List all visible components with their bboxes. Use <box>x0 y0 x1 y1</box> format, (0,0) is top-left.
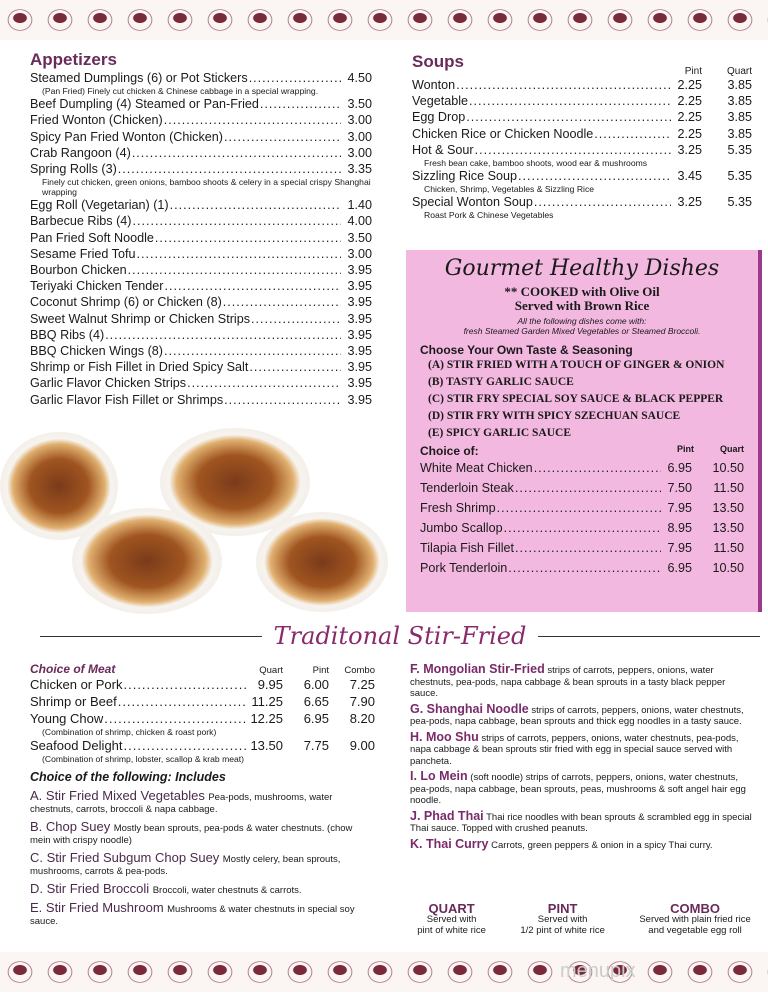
stir-fried-choice <box>410 729 755 768</box>
item-name: Steamed Dumplings (6) or Pot Stickers <box>30 71 248 85</box>
price-pint: 2.25 <box>677 110 702 125</box>
note-line-1: All the following dishes come with: <box>517 316 647 326</box>
price-quart: 10.50 <box>712 561 744 575</box>
meat-list <box>30 676 375 764</box>
dot-leader <box>118 161 341 177</box>
item-description: (Pan Fried) Finely cut chicken & Chinese cabbage in a special wrapping. <box>42 86 319 97</box>
food-photo-dumplings <box>72 508 222 614</box>
items-row <box>412 194 752 210</box>
note-line-2: fresh Steamed Garden Mixed Vegetables or Steamed Broccoli. <box>463 326 701 336</box>
item-description: Fresh bean cake, bamboo shoots, wood ear & mushrooms <box>424 158 648 169</box>
price-price: 3.00 <box>347 145 372 160</box>
combo-col: Combo <box>344 665 375 676</box>
taste-option: (D) STIR FRY WITH SPICY SZECHUAN SAUCE <box>428 410 681 422</box>
legend-pint <box>520 903 605 936</box>
items-row <box>30 343 372 359</box>
price-quart: 11.25 <box>251 694 283 709</box>
items-row <box>30 230 372 246</box>
item-name: Vegetable <box>412 94 469 109</box>
stir-fried-choice <box>410 701 755 728</box>
items-row <box>30 112 372 128</box>
taste-option: (B) TASTY GARLIC SAUCE <box>428 376 574 388</box>
items-row <box>420 558 744 578</box>
legend-line: pint of white rice <box>417 925 486 936</box>
items-row <box>30 294 372 310</box>
price-price: 3.00 <box>347 246 372 261</box>
price-price: 3.95 <box>347 263 372 278</box>
price-price: 3.00 <box>347 129 372 144</box>
traditional-stir-fried-banner <box>40 622 760 650</box>
item-name: Beef Dumpling (4) Steamed or Pan-Fried <box>30 97 259 112</box>
dot-leader <box>260 96 341 112</box>
stir-fried-choice <box>30 790 375 815</box>
price-quart: 5.35 <box>727 142 752 157</box>
price-price: 3.50 <box>347 230 372 245</box>
items-row <box>30 311 372 327</box>
legend-line: 1/2 pint of white rice <box>520 925 605 936</box>
choice-name: H. Moo Shu <box>410 729 479 744</box>
item-name: Tilapia Fish Fillet <box>420 541 515 555</box>
item-name: Young Chow <box>30 711 104 726</box>
meats-row <box>30 737 375 754</box>
item-name: Jumbo Scallop <box>420 521 503 535</box>
price-quart: 13.50 <box>712 521 744 535</box>
dot-leader <box>594 126 671 142</box>
item-name: Pan Fried Soft Noodle <box>30 230 154 245</box>
legend-line: and vegetable egg roll <box>648 925 742 936</box>
banner-rule-left <box>40 636 262 637</box>
price-quart: 10.50 <box>712 461 744 475</box>
item-name: Tenderloin Steak <box>420 481 514 495</box>
price-price: 3.95 <box>347 344 372 359</box>
price-quart: 11.50 <box>713 541 744 555</box>
appetizers-list <box>30 70 372 408</box>
stir-fried-choice <box>410 836 755 852</box>
dot-leader <box>497 498 661 518</box>
choice-description: (soft noodle) strips of carrots, peppers, onions, water chestnuts, pea-pods, napa cabbage, bean sprouts, peas, mushrooms & soft angel hair egg noodle. <box>410 772 746 806</box>
items-row <box>30 197 372 213</box>
item-name: Fried Wonton (Chicken) <box>30 113 163 128</box>
price-pint: 6.00 <box>303 677 329 692</box>
items-row <box>30 359 372 375</box>
taste-option: (C) STIR FRY SPECIAL SOY SAUCE & BLACK PEPPER <box>428 393 724 405</box>
item-name: Fresh Shrimp <box>420 501 496 515</box>
items-row <box>30 129 372 145</box>
soups-title: Soups <box>412 52 464 71</box>
dot-leader <box>508 558 661 578</box>
legend-title: PINT <box>547 901 578 916</box>
price-price: 3.95 <box>347 392 372 407</box>
choice-description: strips of carrots, peppers, onions, water chestnuts, pea-pods, napa cabbage & bean sprouts stir fried with egg in special sauce served with pancheta. <box>410 732 739 767</box>
items-row <box>412 168 752 184</box>
choice-name: D. Stir Fried Broccoli <box>30 881 150 896</box>
price-price: 4.00 <box>347 214 372 229</box>
meats-row <box>30 676 375 693</box>
legend-line: Served with plain fried rice <box>639 914 751 925</box>
appetizers-section <box>30 50 372 408</box>
item-name: Special Wonton Soup <box>412 195 533 210</box>
item-name: Sesame Fried Tofu <box>30 246 136 261</box>
item-name: White Meat Chicken <box>420 461 533 475</box>
item-name: BBQ Ribs (4) <box>30 327 105 342</box>
item-description: Roast Pork & Chinese Vegetables <box>424 210 554 221</box>
items-row <box>30 161 372 177</box>
legend-title: QUART <box>428 901 475 916</box>
choice-description: strips of carrots, peppers, onions, water chestnuts, pea-pods, napa cabbage & bean sprouts in a tasty black pepper sauce. <box>410 665 726 699</box>
dot-leader <box>132 145 341 161</box>
dot-leader <box>128 262 341 278</box>
item-name: Egg Roll (Vegetarian) (1) <box>30 198 169 213</box>
price-pint: 7.50 <box>667 481 692 495</box>
banner-rule-right <box>538 636 760 637</box>
dot-leader <box>164 278 341 294</box>
item-description: (Combination of shrimp, chicken & roast pork) <box>42 727 217 737</box>
legend-line: Served with <box>426 914 477 925</box>
pint-header: Pint <box>684 66 702 77</box>
item-name: Shrimp or Beef <box>30 694 117 709</box>
item-name: Pork Tenderloin <box>420 561 508 575</box>
dot-leader <box>504 518 661 538</box>
choice-name: A. Stir Fried Mixed Vegetables <box>30 788 205 803</box>
dot-leader <box>104 710 246 727</box>
items-row <box>412 142 752 158</box>
watermark: menupix <box>560 960 636 982</box>
choice-description: Thai rice noodles with bean sprouts & scrambled egg in special Thai sauce. Topped with crushed peanuts. <box>410 811 752 834</box>
dot-leader <box>155 230 341 246</box>
item-name: Coconut Shrimp (6) or Chicken (8) <box>30 295 222 310</box>
price-quart: 5.35 <box>727 195 752 210</box>
price-pint: 8.95 <box>667 521 692 535</box>
price-price: 3.95 <box>347 327 372 342</box>
quart-header: Quart <box>726 66 752 77</box>
dot-leader <box>164 343 341 359</box>
items-row <box>30 145 372 161</box>
dot-leader <box>475 142 671 158</box>
dot-leader <box>224 129 341 145</box>
items-row <box>30 213 372 229</box>
gourmet-quart-header: Quart <box>719 444 744 454</box>
price-combo: 7.25 <box>349 677 375 692</box>
gourmet-healthy-box <box>406 250 762 612</box>
price-pint: 3.25 <box>677 142 702 157</box>
dot-leader <box>123 676 246 693</box>
choice-description: strips of carrots, peppers, onions, water chestnuts, pea-pods, napa cabbage, bean sprouts and thick egg noodles in a tasty sauce. <box>410 704 744 727</box>
item-name: Crab Rangoon (4) <box>30 145 131 160</box>
meat-title: Choice of Meat <box>30 662 116 676</box>
choice-name: F. Mongolian Stir-Fried <box>410 662 545 676</box>
items-row <box>412 126 752 142</box>
choice-description: Pea-pods, mushrooms, water chestnuts, carrots, broccoli & napa cabbage. <box>30 792 333 815</box>
item-description: Finely cut chicken, green onions, bamboo shoots & celery in a special crispy Shanghai wrapping <box>42 177 371 198</box>
price-pint: 3.45 <box>677 169 702 184</box>
choice-description: Mostly bean sprouts, pea-pods & water chestnuts. (chow mein with crispy noodle) <box>30 823 353 846</box>
serving-legend <box>400 903 768 936</box>
dot-leader <box>105 327 341 343</box>
price-quart: 12.25 <box>250 711 283 726</box>
stir-fried-choice <box>30 902 375 927</box>
price-combo: 9.00 <box>349 738 375 753</box>
price-price: 3.95 <box>347 360 372 375</box>
items-row <box>412 77 752 93</box>
price-price: 3.95 <box>347 376 372 391</box>
dot-leader <box>118 693 246 710</box>
choice-name: C. Stir Fried Subgum Chop Suey <box>30 850 220 865</box>
price-pint: 7.75 <box>303 738 329 753</box>
items-row <box>30 70 372 86</box>
stir-fried-title: Traditonal Stir-Fried <box>273 622 527 650</box>
choice-description: Broccoli, water chestnuts & carrots. <box>152 885 302 896</box>
items-row <box>30 262 372 278</box>
item-name: Spring Rolls (3) <box>30 162 117 177</box>
dot-leader <box>534 458 661 478</box>
dot-leader <box>249 70 341 86</box>
legend-combo <box>639 903 750 936</box>
taste-option: (E) SPICY GARLIC SAUCE <box>428 427 572 439</box>
soups-list <box>412 77 752 220</box>
gourmet-title: Gourmet Healthy Dishes <box>444 256 720 281</box>
items-row <box>412 109 752 125</box>
dot-leader <box>187 375 341 391</box>
choice-description: Carrots, green peppers & onion in a spicy Thai curry. <box>491 839 713 851</box>
items-row <box>420 498 744 518</box>
price-pint: 2.25 <box>677 94 702 109</box>
gourmet-list <box>420 458 744 578</box>
price-pint: 6.95 <box>667 561 692 575</box>
legend-quart <box>417 903 486 936</box>
dot-leader <box>515 538 661 558</box>
items-row <box>420 518 744 538</box>
appetizers-title: Appetizers <box>30 50 117 69</box>
choice-name: E. Stir Fried Mushroom <box>30 900 164 915</box>
stir-fried-choice <box>410 771 755 807</box>
choice-following-title: Choice of the following: Includes <box>30 770 226 784</box>
dot-leader <box>534 194 671 210</box>
item-name: Garlic Flavor Chicken Strips <box>30 376 187 391</box>
choice-of-title: Choice of: <box>420 444 479 458</box>
item-name: Garlic Flavor Fish Fillet or Shrimps <box>30 392 224 407</box>
olive-oil-line: ** COOKED with Olive Oil <box>504 284 660 299</box>
dot-leader <box>515 478 661 498</box>
price-price: 3.95 <box>347 311 372 326</box>
price-quart: 3.85 <box>727 94 752 109</box>
dot-leader <box>469 93 671 109</box>
items-row <box>30 246 372 262</box>
price-quart: 5.35 <box>727 169 752 184</box>
legend-title: COMBO <box>670 901 720 916</box>
dot-leader <box>124 737 246 754</box>
stir-fried-choice <box>30 821 375 846</box>
item-name: Chicken Rice or Chicken Noodle <box>412 126 594 141</box>
price-price: 3.35 <box>347 162 372 177</box>
price-price: 1.40 <box>347 198 372 213</box>
bottom-ornament-border <box>0 952 768 992</box>
item-description: (Combination of shrimp, lobster, scallop & krab meat) <box>42 754 245 764</box>
price-price: 4.50 <box>347 71 372 85</box>
price-pint: 2.25 <box>677 126 702 141</box>
price-pint: 6.95 <box>667 461 692 475</box>
choices-right-column <box>410 664 755 855</box>
dot-leader <box>251 311 341 327</box>
choice-description: Mushrooms & water chestnuts in special soy sauce. <box>30 904 355 927</box>
top-ornament-border <box>0 0 768 40</box>
item-name: Egg Drop <box>412 110 466 125</box>
choice-name: B. Chop Suey <box>30 819 111 834</box>
quart-col: Quart <box>259 665 283 676</box>
items-row <box>30 392 372 408</box>
price-pint: 6.65 <box>303 694 329 709</box>
item-name: Barbecue Ribs (4) <box>30 214 132 229</box>
stir-fried-choice <box>410 664 755 700</box>
price-price: 3.95 <box>347 279 372 294</box>
price-pint: 2.25 <box>677 78 702 92</box>
meats-row <box>30 710 375 727</box>
item-name: Chicken or Pork <box>30 677 123 692</box>
item-description: Chicken, Shrimp, Vegetables & Sizzling Rice <box>424 184 595 195</box>
price-quart: 11.50 <box>713 481 744 495</box>
choice-name: I. Lo Mein <box>410 769 468 783</box>
price-pint: 6.95 <box>303 711 329 726</box>
items-row <box>30 96 372 112</box>
taste-option: (A) STIR FRIED WITH A TOUCH OF GINGER & ONION <box>428 359 725 371</box>
dot-leader <box>518 168 671 184</box>
price-pint: 7.95 <box>667 501 692 515</box>
item-name: Teriyaki Chicken Tender <box>30 279 164 294</box>
dot-leader <box>223 294 341 310</box>
dot-leader <box>224 392 341 408</box>
price-quart: 3.85 <box>727 110 752 125</box>
price-price: 3.00 <box>347 113 372 128</box>
item-name: BBQ Chicken Wings (8) <box>30 344 163 359</box>
taste-list <box>420 357 744 442</box>
stir-fried-choice <box>30 852 375 877</box>
soups-section <box>412 52 752 220</box>
meats-row <box>30 693 375 710</box>
choice-name: J. Phad Thai <box>410 808 484 823</box>
dot-leader <box>466 109 671 125</box>
item-name: Spicy Pan Fried Wonton (Chicken) <box>30 129 223 144</box>
stir-fried-choice <box>30 883 375 896</box>
price-combo: 8.20 <box>349 711 375 726</box>
items-row <box>420 458 744 478</box>
price-pint: 3.25 <box>677 195 702 210</box>
price-pint: 7.95 <box>667 541 692 555</box>
items-row <box>30 327 372 343</box>
choice-description: Mostly celery, bean sprouts, mushrooms, carrots & pea-pods. <box>30 854 341 877</box>
choices-left-column <box>30 790 375 927</box>
price-price: 3.95 <box>347 295 372 310</box>
choice-of-meat-section <box>30 662 375 927</box>
price-quart: 13.50 <box>250 738 283 753</box>
items-row <box>420 538 744 558</box>
pint-col: Pint <box>312 665 329 676</box>
dot-leader <box>249 359 341 375</box>
price-price: 3.50 <box>347 97 372 112</box>
dot-leader <box>456 77 671 93</box>
dot-leader <box>133 213 342 229</box>
item-name: Wonton <box>412 78 456 92</box>
choice-name: G. Shanghai Noodle <box>410 701 529 716</box>
choice-name: K. Thai Curry <box>410 836 489 851</box>
item-name: Hot & Sour <box>412 142 474 157</box>
dot-leader <box>164 112 341 128</box>
taste-title: Choose Your Own Taste & Seasoning <box>420 343 633 357</box>
legend-line: Served with <box>537 914 588 925</box>
stir-fried-choice <box>410 808 755 835</box>
price-quart: 9.95 <box>257 677 283 692</box>
food-photo-crispy-dish <box>256 512 388 612</box>
price-quart: 13.50 <box>712 501 744 515</box>
items-row <box>412 93 752 109</box>
price-quart: 3.85 <box>727 78 752 92</box>
brown-rice-line: Served with Brown Rice <box>514 298 650 313</box>
items-row <box>420 478 744 498</box>
price-quart: 3.85 <box>727 126 752 141</box>
item-name: Sizzling Rice Soup <box>412 169 517 184</box>
price-combo: 7.90 <box>349 694 375 709</box>
item-name: Sweet Walnut Shrimp or Chicken Strips <box>30 311 251 326</box>
dot-leader <box>136 246 341 262</box>
gourmet-pint-header: Pint <box>677 444 694 454</box>
items-row <box>30 375 372 391</box>
dot-leader <box>170 197 341 213</box>
items-row <box>30 278 372 294</box>
item-name: Seafood Delight <box>30 738 123 753</box>
item-name: Bourbon Chicken <box>30 263 127 278</box>
item-name: Shrimp or Fish Fillet in Dried Spicy Salt <box>30 360 249 375</box>
